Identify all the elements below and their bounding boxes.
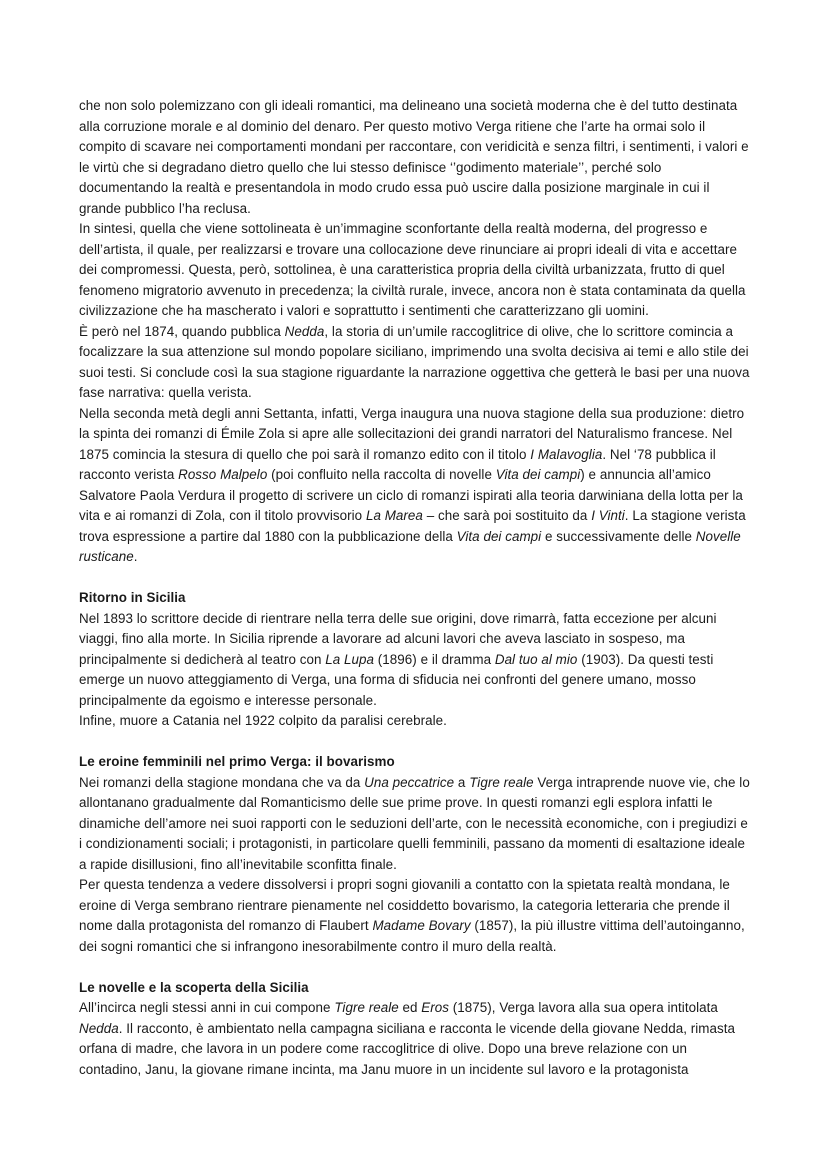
italic-title: I Malavoglia	[530, 446, 603, 462]
italic-title: Una peccatrice	[364, 774, 455, 790]
italic-title: La Lupa	[325, 651, 375, 667]
paragraph-intro-4: Nella seconda metà degli anni Settanta, infatti, Verga inaugura una nuova stagione della sua produzione: dietro la spinta dei romanzi di Émile Zola si apre alle sollecitazioni dei grandi narratori del Naturalismo francese. Nel 1875 comincia la stesura di quello che poi sarà il romanzo edito con il titolo I Malavoglia. Nel ‘78 pubblica il racconto verista Rosso Malpelo (poi confluito nella raccolta di novelle Vita dei campi) e annuncia all’amico Salvatore Paola Verdura il progetto di scrivere un ciclo di romanzi ispirati alla teoria darwiniana della lotta per la vita e ai romanzi di Zola, con il titolo provvisorio La Marea – che sarà poi sostituito da I Vinti. La stagione verista trova espressione a partire dal 1880 con la pubblicazione della Vita dei campi e successivamente delle Novelle rusticane.	[79, 405, 746, 564]
blank-line	[79, 957, 751, 978]
paragraph-sicilia-2: Infine, muore a Catania nel 1922 colpito da paralisi cerebrale.	[79, 713, 447, 728]
document-page	[79, 96, 751, 1080]
paragraph-eroine-2: Per questa tendenza a vedere dissolversi i propri sogni giovanili a contatto con la spietata realtà mondana, le eroine di Verga sembrano rientrare pienamente nel cosiddetto bovarismo, la categoria letteraria che prende il nome dalla protagonista del romanzo di Flaubert Madame Bovary (1857), la più illustre vittima dell’autoinganno, dei sogni romantici che si infrangono inesorabilmente contro il muro della realtà.	[79, 877, 745, 954]
paragraph-intro-3: È però nel 1874, quando pubblica Nedda, la storia di un’umile raccoglitrice di olive, che lo scrittore comincia a focalizzare la sua attenzione sul mondo popolare siciliano, imprimendo una svolta decisiva ai temi e allo stile dei suoi testi. Si conclude così la sua stagione riguardante la narrazione oggettiva che getterà le basi per una nuova fase narrativa: quella verista.	[79, 323, 750, 400]
heading-eroine-femminili: Le eroine femminili nel primo Verga: il bovarismo	[79, 754, 395, 769]
paragraph-intro-2: In sintesi, quella che viene sottolineata è un’immagine sconfortante della realtà moderna, del progresso e dell’artista, il quale, per realizzarsi e trovare una collocazione deve rinunciare ai propri ideali di vita e accettare dei compromessi. Questa, però, sottolinea, è una caratteristica propria della civiltà urbanizzata, frutto di quel fenomeno migratorio avvenuto in precedenza; la civiltà rurale, invece, ancora non è stata contaminata da quella civilizzazione che ha mascherato i valori e soprattutto i sentimenti che caratterizzano gli uomini.	[79, 221, 746, 318]
italic-title: Vita dei campi	[456, 528, 542, 544]
italic-title: Nedda	[79, 1020, 119, 1036]
paragraph-eroine-1: Nei romanzi della stagione mondana che va da Una peccatrice a Tigre reale Verga intraprende nuove vie, che lo allontanano gradualmente dal Romanticismo delle sue prime prove. In questi romanzi egli esplora infatti le dinamiche dell’amore nei suoi rapporti con le seduzioni dell’arte, con le necessità economiche, con i pregiudizi e i condizionamenti sociali; i protagonisti, in particolare quelli femminili, passano da momenti di esaltazione ideale a rapide disillusioni, fino all’inevitabile sconfitta finale.	[79, 774, 750, 872]
italic-title: I Vinti	[591, 508, 625, 523]
paragraph-novelle-1: All’incirca negli stessi anni in cui compone Tigre reale ed Eros (1875), Verga lavora alla sua opera intitolata Nedda. Il racconto, è ambientato nella campagna siciliana e racconta le vicende della giovane Nedda, rimasta orfana di madre, che lavora in un podere come raccoglitrice di olive. Dopo una breve relazione con un contadino, Janu, la giovane rimane incinta, ma Janu muore in un incidente sul lavoro e la protagonista	[79, 1000, 735, 1077]
blank-line	[79, 732, 751, 753]
heading-ritorno-in-sicilia: Ritorno in Sicilia	[79, 590, 186, 605]
italic-title: Eros	[421, 1000, 450, 1015]
italic-title: Dal tuo al mio	[494, 651, 578, 667]
italic-title: Vita dei campi	[495, 467, 581, 482]
paragraph-sicilia-1: Nel 1893 lo scrittore decide di rientrare nella terra delle sue origini, dove rimarrà, fatta eccezione per alcuni viaggi, fino alla morte. In Sicilia riprende a lavorare ad alcuni lavori che aveva lasciato in sospeso, ma principalmente si dedicherà al teatro con La Lupa (1896) e il dramma Dal tuo al mio (1903). Da questi testi emerge un nuovo atteggiamento di Verga, una forma di sfiducia nei confronti del genere umano, mosso principalmente da egoismo e interesse personale.	[79, 610, 717, 708]
italic-title: Tigre reale	[469, 774, 534, 790]
blank-line	[79, 568, 751, 589]
paragraph-intro-1: che non solo polemizzano con gli ideali romantici, ma delineano una società moderna che è del tutto destinata alla corruzione morale e al dominio del denaro. Per questo motivo Verga ritiene che l’arte ha ormai solo il compito di scavare nei comportamenti mondani per raccontare, con veridicità e senza filtri, i sentimenti, i valori e le virtù che si degradano dietro quello che lui stesso definisce ‘’godimento materiale’’, perché solo documentando la realtà e presentandola in modo crudo essa può uscire dalla posizione marginale in cui il grande pubblico l’ha reclusa.	[79, 98, 749, 216]
italic-title: Tigre reale	[334, 1000, 399, 1015]
italic-title: Rosso Malpelo	[178, 467, 268, 482]
italic-title: La Marea	[365, 508, 423, 523]
italic-title: Madame Bovary	[372, 918, 471, 933]
italic-title: Novelle rusticane	[79, 528, 741, 564]
italic-title: Nedda	[284, 323, 325, 339]
heading-novelle-sicilia: Le novelle e la scoperta della Sicilia	[79, 979, 309, 995]
